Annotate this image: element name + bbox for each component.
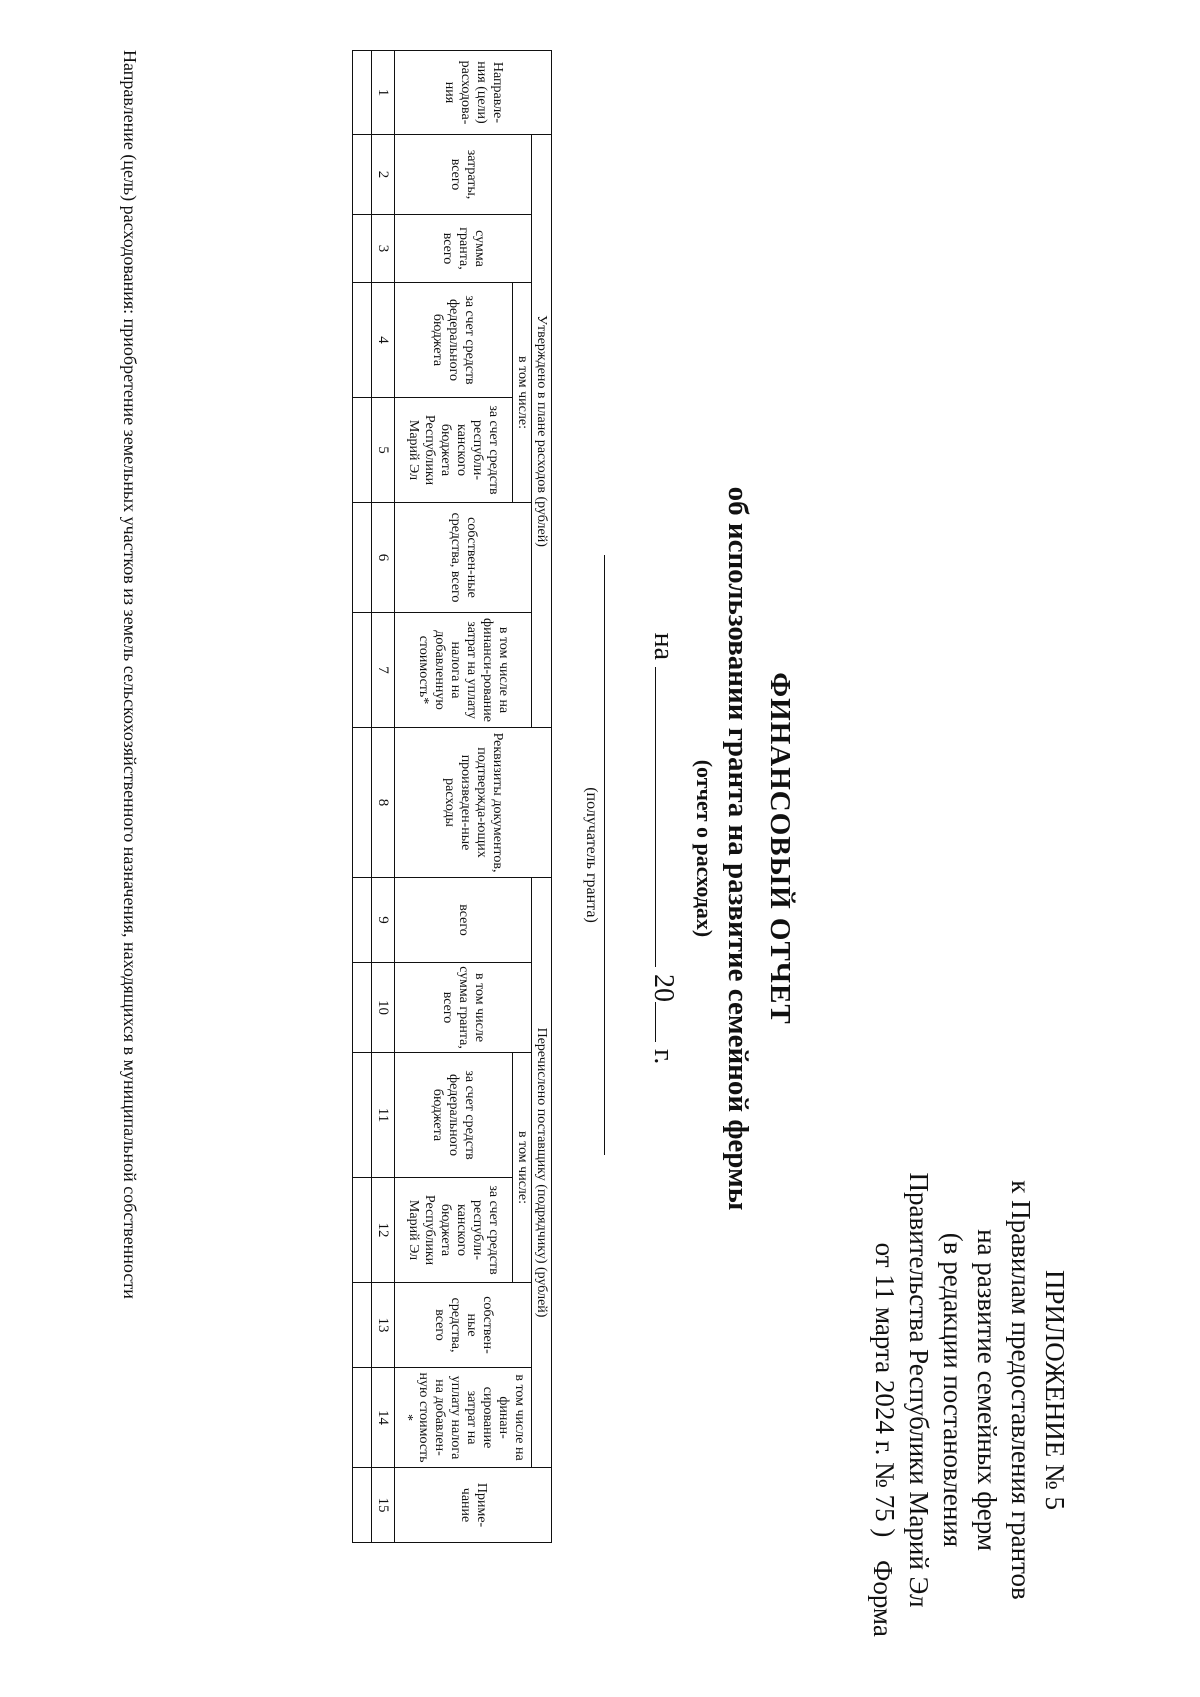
table-empty-row bbox=[353, 51, 372, 1543]
expense-report-table bbox=[352, 50, 552, 1543]
annex-edition: (в редакции постановления bbox=[938, 1232, 968, 1548]
column-number: 11 bbox=[372, 1053, 395, 1178]
table-cell bbox=[353, 1178, 372, 1283]
header-col-13: собствен-ные средства, всего bbox=[395, 1283, 532, 1368]
header-incl-transferred: в том числе: bbox=[513, 1053, 532, 1283]
form-label: Форма bbox=[868, 1560, 898, 1637]
column-number: 4 bbox=[372, 283, 395, 398]
header-col-7: в том числе на финанси-рование затрат на уплату налога на добавленную стоимость* bbox=[395, 613, 532, 728]
table-cell bbox=[353, 283, 372, 398]
annex-purpose: на развитие семейных ферм bbox=[972, 1229, 1002, 1551]
column-number: 7 bbox=[372, 613, 395, 728]
expense-direction-footer: Направление (цель) расходования: приобретение земельных участков из земель сельскохозяйственного назначения, находящихся в муниципальной собственности bbox=[120, 50, 140, 1299]
column-number: 2 bbox=[372, 135, 395, 215]
column-number: 3 bbox=[372, 215, 395, 283]
table-cell bbox=[353, 728, 372, 878]
table-cell bbox=[353, 1283, 372, 1368]
column-number: 10 bbox=[372, 963, 395, 1053]
header-col-2: затраты, всего bbox=[395, 135, 532, 215]
column-number: 13 bbox=[372, 1283, 395, 1368]
table-cell bbox=[353, 613, 372, 728]
header-col-1: Направле-ния (цели) расходова-ния bbox=[395, 51, 552, 135]
header-col-11: за счет средств федерального бюджета bbox=[395, 1053, 513, 1178]
header-col-15: Приме-чание bbox=[395, 1468, 552, 1543]
column-number: 15 bbox=[372, 1468, 395, 1543]
table-column-numbers-row bbox=[372, 51, 395, 1543]
header-col-10: в том числе сумма гранта, всего bbox=[395, 963, 532, 1053]
table-cell bbox=[353, 878, 372, 963]
date-blank bbox=[655, 667, 680, 967]
document-subtitle: об использовании гранта на развитие семейной фермы bbox=[722, 486, 754, 1211]
column-number: 1 bbox=[372, 51, 395, 135]
header-incl-approved: в том числе: bbox=[513, 283, 532, 503]
column-number: 14 bbox=[372, 1368, 395, 1468]
header-col-14: в том числе на финан-сирование затрат на уплату налога на добавлен-ную стоимость * bbox=[395, 1368, 532, 1468]
header-group-transferred: Перечислено поставщику (подрядчику) (рублей) bbox=[532, 878, 552, 1468]
table-cell bbox=[353, 51, 372, 135]
annex-government: Правительства Республики Марий Эл bbox=[904, 1172, 934, 1608]
table-cell bbox=[353, 503, 372, 613]
year-blank bbox=[655, 1002, 680, 1042]
table-header-group-row bbox=[532, 51, 552, 1543]
table-cell bbox=[353, 398, 372, 503]
document-title: ФИНАНСОВЫЙ ОТЧЕТ bbox=[764, 672, 796, 1025]
column-number: 6 bbox=[372, 503, 395, 613]
table-cell bbox=[353, 1053, 372, 1178]
header-col-3: сумма гранта, всего bbox=[395, 215, 532, 283]
column-number: 9 bbox=[372, 878, 395, 963]
date-year-prefix: 20 bbox=[648, 974, 679, 1003]
date-prefix: на bbox=[648, 632, 679, 661]
header-group-approved: Утверждено в плане расходов (рублей) bbox=[532, 135, 552, 728]
annex-header bbox=[868, 1130, 1072, 1650]
recipient-label: (получатель гранта) bbox=[583, 787, 600, 923]
report-date-line bbox=[647, 0, 680, 1697]
date-suffix: г. bbox=[648, 1049, 679, 1065]
header-col-6: собствен-ные средства, всего bbox=[395, 503, 532, 613]
header-col-9: всего bbox=[395, 878, 532, 963]
header-col-4: за счет средств федерального бюджета bbox=[395, 283, 513, 398]
column-number: 8 bbox=[372, 728, 395, 878]
table-cell bbox=[353, 1468, 372, 1543]
table-cell bbox=[353, 135, 372, 215]
table-cell bbox=[353, 963, 372, 1053]
table-cell bbox=[353, 1368, 372, 1468]
header-col-8: Реквизиты документов, подтвержда-ющих произведен-ные расходы bbox=[395, 728, 552, 878]
annex-rules: к Правилам предоставления грантов bbox=[1006, 1180, 1036, 1600]
header-col-12: за счет средств республи-канского бюджета Республики Марий Эл bbox=[395, 1178, 513, 1283]
annex-date: от 11 марта 2024 г. № 75 ) bbox=[870, 1242, 900, 1538]
column-number: 5 bbox=[372, 398, 395, 503]
header-col-5: за счет средств республи-канского бюджета Республики Марий Эл bbox=[395, 398, 513, 503]
table-cell bbox=[353, 215, 372, 283]
annex-number: ПРИЛОЖЕНИЕ № 5 bbox=[1040, 1269, 1070, 1511]
column-number: 12 bbox=[372, 1178, 395, 1283]
recipient-underline bbox=[604, 555, 605, 1155]
document-subnote: (отчет о расходах) bbox=[692, 759, 717, 938]
